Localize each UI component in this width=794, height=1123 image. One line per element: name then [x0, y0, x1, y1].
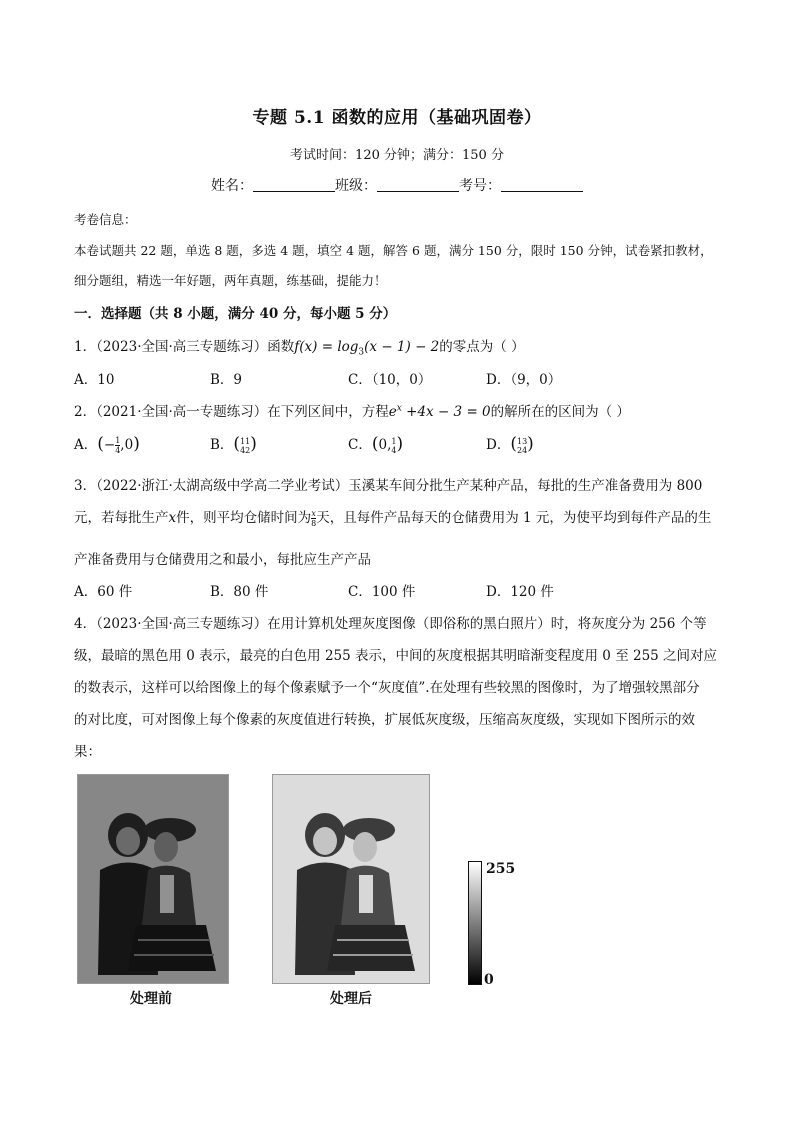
photo-before: [77, 774, 229, 984]
q3-var-x: x: [168, 510, 177, 526]
q2-a-right: ,0: [120, 437, 134, 453]
q1-formula-base: 3: [358, 347, 365, 358]
q2-option-a-label: A．: [74, 437, 98, 453]
q3-line-2: [74, 506, 734, 528]
q3-option-d: D．120 件: [486, 584, 554, 600]
info-heading: 考卷信息：: [74, 212, 137, 227]
q2-a-minus: −: [103, 437, 116, 453]
exam-time: 考试时间：120 分钟；满分：150 分: [290, 148, 504, 163]
q4-line-5: 果：: [74, 744, 101, 760]
q2-option-a: [74, 433, 140, 455]
q3-option-c: C．100 件: [348, 584, 416, 600]
q1-prefix: 1．（2023·全国·高三专题练习）函数: [74, 339, 295, 355]
q3-frac-den: 8: [311, 519, 317, 528]
class-label: 班级：: [335, 178, 377, 194]
q1-suffix: 的零点为（ ）: [439, 339, 525, 355]
q2-formula-exp: x: [396, 403, 402, 414]
q2-b-num1: 1: [240, 436, 246, 446]
grayscale-min-label: 0: [484, 972, 494, 988]
q2-option-c-label: C．: [348, 437, 372, 453]
page-title: 专题 5.1 函数的应用（基础巩固卷）: [252, 108, 542, 128]
q4-line-3: 的数表示，这样可以给图像上的每个像素赋予一个“灰度值”.在处理有些较黑的图像时，为了增强较黑部分: [74, 680, 700, 696]
q3-option-b: B．80 件: [210, 584, 269, 600]
q2-d-den2: 4: [522, 445, 528, 455]
q2-b-paren-open: (: [233, 434, 241, 454]
photo-before-illustration: [78, 775, 228, 983]
question-1: [74, 335, 734, 358]
q2-c-num: 1: [391, 436, 397, 446]
q2-option-b-label: B．: [210, 437, 234, 453]
class-blank: [377, 177, 459, 192]
q3-line-3: 产准备费用与仓储费用之和最小，每批应生产产品: [74, 552, 371, 568]
q3-line2-c: 天，且每件产品每天的仓储费用为 1 元，为使平均到每件产品的生: [316, 510, 712, 526]
q3-line2-b: 件，则平均仓储时间为: [176, 510, 312, 526]
section-heading: 一．选择题（共 8 小题，满分 40 分，每小题 5 分）: [74, 306, 397, 322]
q2-d-paren-open: (: [510, 434, 517, 454]
q2-d-paren-close: ): [527, 434, 534, 454]
number-blank: [501, 177, 583, 192]
q1-option-d: D．（9，0）: [486, 372, 562, 388]
photo-after: [272, 774, 430, 984]
q2-c-paren-close: ): [396, 434, 404, 454]
q1-option-c: C．（10，0）: [348, 372, 432, 388]
photo-after-illustration: [273, 775, 429, 983]
q2-d-den1: 2: [516, 445, 523, 455]
q2-option-d-label: D．: [486, 437, 511, 453]
caption-after: 处理后: [330, 991, 372, 1007]
q3-line-1: 3．（2022·浙江·太湖高级中学高二学业考试）玉溪某车间分批生产某种产品，每批的生产准备费用为 800: [74, 478, 703, 494]
q3-option-a: A．60 件: [74, 584, 133, 600]
number-label: 考号：: [459, 178, 501, 194]
q2-a-den: 4: [115, 446, 121, 455]
q2-d-num2: 3: [522, 436, 528, 446]
question-2: [74, 400, 734, 420]
q4-line-4: 的对比度，可对图像上每个像素的灰度值进行转换，扩展低灰度级，压缩高灰度级，实现如下图所示的效: [74, 712, 695, 728]
q2-c-paren-open: (: [371, 434, 379, 454]
q2-suffix: 的解所在的区间为（ ）: [490, 404, 630, 420]
q1-option-b: B．9: [210, 372, 243, 388]
q4-line-2: 级，最暗的黑色用 0 表示，最亮的白色用 255 表示，中间的灰度根据其明暗渐变程度用 0 至 255 之间对应: [74, 648, 718, 664]
q2-d-num1: 1: [516, 436, 523, 446]
q4-line-1: 4．（2023·全国·高三专题练习）在用计算机处理灰度图像（即俗称的黑白照片）时，将灰度分为 256 个等: [74, 616, 707, 632]
q2-c-den: 4: [391, 445, 397, 455]
caption-before: 处理前: [130, 991, 172, 1007]
q3-line2-a: 元，若每批生产: [74, 510, 169, 526]
q2-b-paren-close: ): [250, 434, 257, 454]
info-line-1: 本卷试题共 22 题，单选 8 题，多选 4 题，填空 4 题，解答 6 题，满分 150 分，限时 150 分钟，试卷紧扣教材，: [74, 243, 713, 258]
q1-formula-log: (x) = log: [299, 339, 359, 355]
student-id-line: [0, 175, 794, 195]
grayscale-bar: [468, 861, 482, 985]
name-label: 姓名：: [211, 178, 253, 194]
q1-formula-arg: (x − 1) − 2: [364, 339, 440, 355]
q2-a-paren-close: ): [133, 434, 140, 454]
q2-b-den1: 4: [240, 445, 246, 455]
q2-a-num: 1: [115, 436, 121, 445]
q2-b-num2: 1: [245, 436, 251, 446]
q2-option-d: [486, 433, 534, 455]
name-blank: [253, 177, 335, 192]
q2-option-b: [210, 433, 257, 455]
q1-formula-f: f: [294, 339, 300, 355]
q2-prefix: 2．（2021·全国·高一专题练习）在下列区间中，方程: [74, 404, 389, 420]
q3-frac-num: x: [311, 509, 316, 518]
q2-formula-e: e: [388, 404, 397, 420]
q2-a-paren-open: (: [97, 434, 104, 454]
q2-b-den2: 2: [245, 445, 251, 455]
q2-c-left: 0,: [378, 437, 392, 453]
info-line-2: 细分题组，精选一年好题，两年真题，练基础，提能力！: [74, 273, 387, 288]
grayscale-max-label: 255: [486, 861, 516, 877]
q1-option-a: A．10: [74, 372, 115, 388]
q2-formula-rest: +4x − 3 = 0: [401, 404, 491, 420]
q2-option-c: [348, 433, 403, 455]
